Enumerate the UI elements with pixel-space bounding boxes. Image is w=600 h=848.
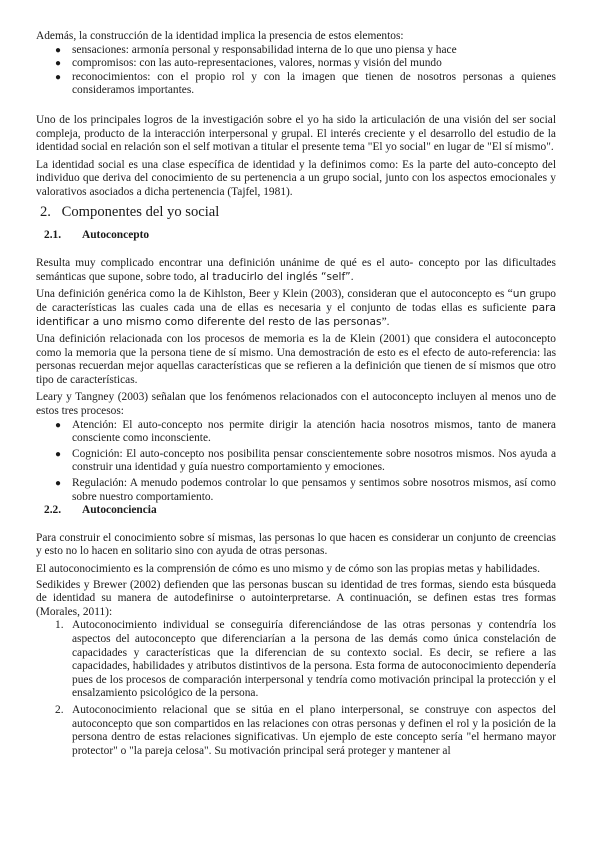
list-item: ● Regulación: A menudo podemos controlar lo que pensamos y sentimos sobre nosotros mismos, así como sobre nuestro comportamiento.: [55, 477, 556, 503]
list-item: 1. Autoconocimiento individual se conseguiría diferenciándose de las otras personas y contendría los aspectos del autoconcepto que diferenciarían a la persona de las demás como única constelación de capacidades y características que la diferencian de su contexto social. Es decir, se refiere a las capacidades, habilidades y atributos distintivos de la persona. Esta forma de autoconocimiento dependería pues de los procesos de comparación interpersonal y tendría como motivación principal la protección y el ensalzamiento psicológico de la persona.: [55, 619, 556, 700]
list-item: 2. Autoconocimiento relacional que se sitúa en el plano interpersonal, se construye con aspectos del autoconcepto que son compartidos en las relaciones con otras personas y definen el rol y la posición de la persona dentro de estas relaciones significativas. Un ejemplo de este concepto sería "el hermano mayor protector" o "la pareja celosa". Su motivación principal será proteger y mantener al: [55, 703, 556, 757]
processes-bullet-list: [36, 419, 556, 505]
bullet-icon: ●: [55, 44, 62, 56]
paragraph-autoconcepto-4: Leary y Tangney (2003) señalan que los fenómenos relacionados con el autoconcepto incluyen al menos uno de estos tres procesos:: [36, 391, 556, 418]
bullet-icon: ●: [55, 58, 62, 70]
list-item: ● reconocimientos: con el propio rol y con la imagen que tienen de nosotros personas a quienes consideramos importantes.: [55, 70, 556, 97]
paragraph-identidad-social: La identidad social es una clase específica de identidad y la definimos como: Es la parte del auto-concepto del individuo que deriva del conocimiento de su pertenencia a un grupo social, junto con los aspectos emocionales y valorativos asociados a dicha pertenencia (Tajfel, 1981).: [36, 158, 556, 198]
bullet-icon: ●: [55, 419, 62, 431]
paragraph-autoconciencia-2: El autoconocimiento es la comprensión de cómo es uno mismo y de cómo son las propias metas y habilidades.: [36, 563, 540, 575]
paragraph-yo-social: Uno de los principales logros de la investigación sobre el yo ha sido la articulación de una visión del ser social compleja, producto de la interacción interpersonal y grupal. El interés creciente y el desarrollo del estudio de la identidad social en relación son el self motivan a titular el presente tema "El yo social" en lugar de "El sí mismo".: [36, 113, 556, 154]
list-item: ● compromisos: con las auto-representaciones, valores, normas y visión del mundo: [55, 57, 442, 70]
intro-bullet-list: [36, 44, 556, 98]
paragraph-autoconcepto-3: Una definición relacionada con los procesos de memoria es la de Klein (2001) que considera el autoconcepto como la memoria que la persona tiene de sí mismo. Una demostración de esto es el efecto de auto-referencia: las personas recuerdan mejor aquellas características que se refieren a la definición que tienen de sí mismos que otro tipo de características.: [36, 333, 556, 386]
bullet-icon: ●: [55, 71, 62, 83]
section-heading: 2. Componentes del yo social: [40, 203, 220, 220]
subsection-heading-autoconcepto: 2.1. Autoconcepto: [44, 228, 150, 241]
paragraph-autoconciencia-3: Sedikides y Brewer (2002) defienden que las personas buscan su identidad de tres formas, siendo esta búsqueda de identidad su manera de autodefinirse o autointerpretarse. A continuación, se definen estas tres formas (Morales, 2011):: [36, 578, 556, 618]
list-item: ● sensaciones: armonía personal y responsabilidad interna de lo que uno piensa y hace: [55, 43, 457, 56]
intro-lead: Además, la construcción de la identidad implica la presencia de estos elementos:: [36, 30, 404, 42]
paragraph-autoconcepto-2: Una definición genérica como la de Kihlston, Beer y Klein (2003), consideran que el autoconcepto es “un grupo de características las cuales cada una de ellas es necesaria y el conjunto de todas ellas es suficiente para identificar a uno mismo como diferente del resto de las personas”.: [36, 288, 556, 328]
bullet-icon: ●: [55, 448, 62, 460]
list-item: ● Atención: El auto-concepto nos permite dirigir la atención hacia nosotros mismos, tanto de manera consciente como inconsciente.: [55, 418, 556, 445]
paragraph-autoconcepto-1: Resulta muy complicado encontrar una definición unánime de qué es el auto- concepto por las dificultades semánticas que supone, sobre todo, al traducirlo del inglés “self”.: [36, 257, 556, 283]
identity-forms-list: [36, 619, 556, 758]
paragraph-autoconciencia-1: Para construir el conocimiento sobre sí mismas, las personas lo que hacen es considerar un conjunto de creencias y esto no lo hacen en solitario sino con ayuda de otras personas.: [36, 531, 556, 558]
document-page: [36, 30, 556, 758]
bullet-icon: ●: [55, 478, 62, 490]
subsection-heading-autoconciencia: 2.2. Autoconciencia: [44, 504, 157, 517]
list-item: ● Cognición: El auto-concepto nos posibilita pensar conscientemente sobre nosotros mismos. Nos ayuda a construir una identidad y guía nuestro comportamiento y emociones.: [55, 447, 556, 474]
